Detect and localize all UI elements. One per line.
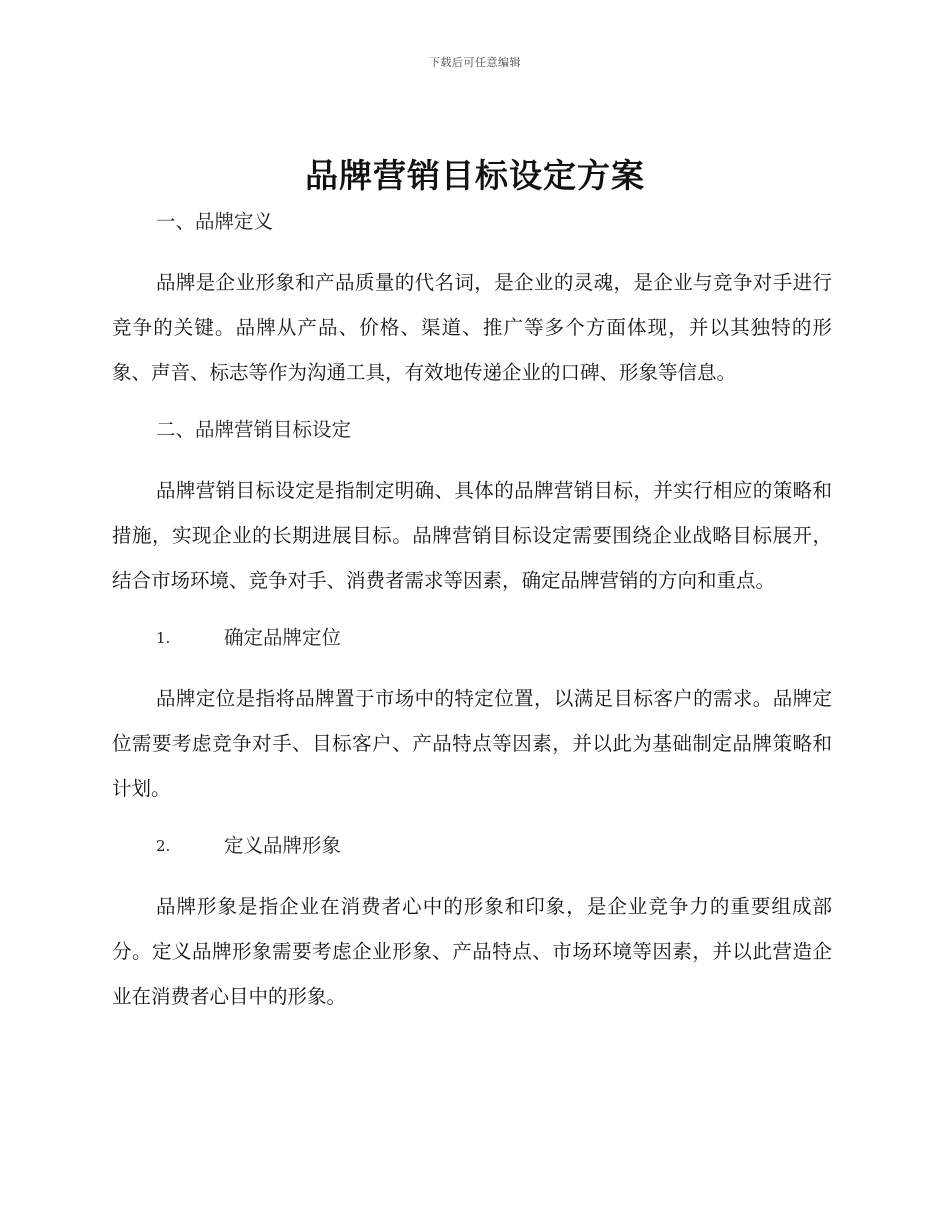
list-number: 2. xyxy=(156,837,171,855)
paragraph-brand-definition: 品牌是企业形象和产品质量的代名词，是企业的灵魂，是企业与竞争对手进行竞争的关键。品牌从产品、价格、渠道、推广等多个方面体现，并以其独特的形象、声音、标志等作为沟通工具，有效地传递企业的口碑、形象等信息。 xyxy=(112,271,832,384)
section-heading-marketing-goals: 二、品牌营销目标设定 xyxy=(156,418,352,441)
header-note: 下载后可任意编辑 xyxy=(429,56,521,69)
list-number: 1. xyxy=(156,629,171,647)
list-heading-text: 定义品牌形象 xyxy=(224,834,342,857)
paragraph-brand-positioning: 品牌定位是指将品牌置于市场中的特定位置，以满足目标客户的需求。品牌定位需要考虑竞争对手、目标客户、产品特点等因素，并以此为基础制定品牌策略和计划。 xyxy=(112,687,832,800)
list-item-brand-positioning xyxy=(112,618,832,658)
list-heading-text: 确定品牌定位 xyxy=(224,626,342,649)
document-title: 品牌营销目标设定方案 xyxy=(305,156,645,195)
section-heading-brand-definition: 一、品牌定义 xyxy=(156,210,274,233)
list-item-brand-image xyxy=(112,826,832,866)
paragraph-marketing-goals: 品牌营销目标设定是指制定明确、具体的品牌营销目标，并实行相应的策略和措施，实现企业的长期进展目标。品牌营销目标设定需要围绕企业战略目标展开，结合市场环境、竞争对手、消费者需求等因素，确定品牌营销的方向和重点。 xyxy=(112,479,832,592)
paragraph-brand-image: 品牌形象是指企业在消费者心中的形象和印象，是企业竞争力的重要组成部分。定义品牌形象需要考虑企业形象、产品特点、市场环境等因素，并以此营造企业在消费者心目中的形象。 xyxy=(112,895,832,1008)
document-body xyxy=(112,202,832,1034)
